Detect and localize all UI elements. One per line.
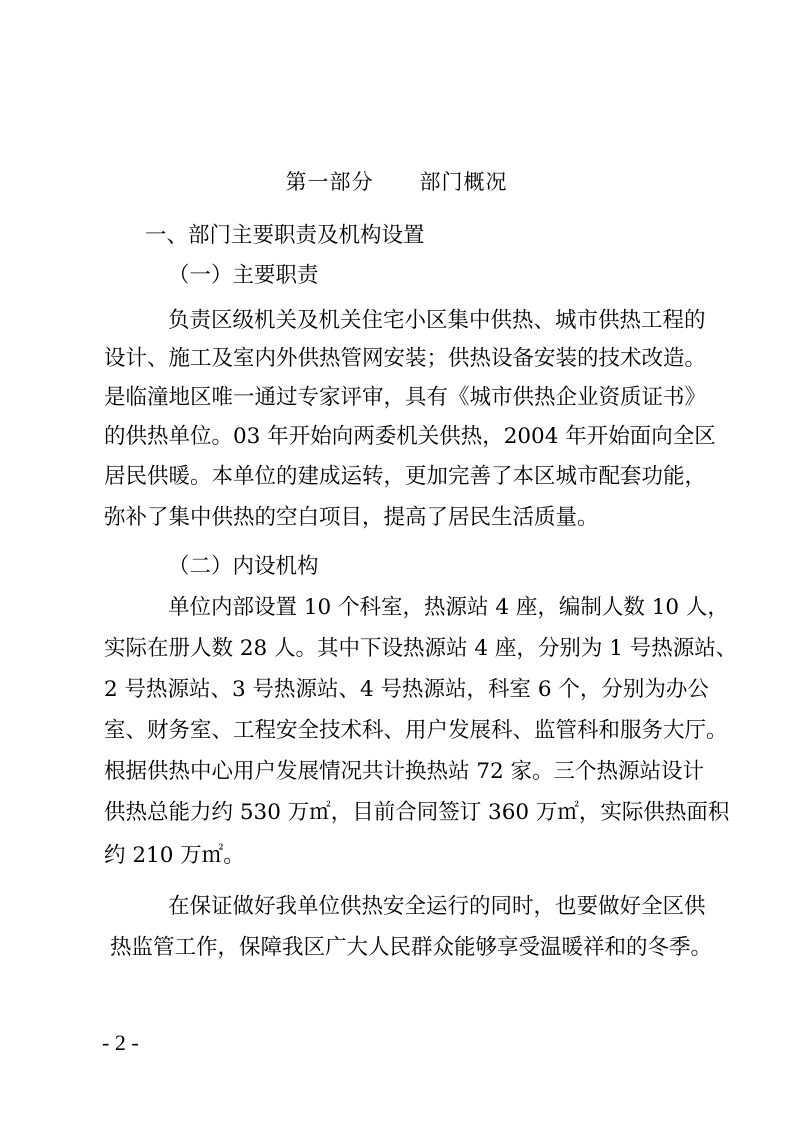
paragraph-line: 设计、施工及室内外供热管网安装；供热设备安装的技术改造。 xyxy=(104,346,707,371)
paragraph-line: 是临潼地区唯一通过专家评审，具有《城市供热企业资质证书》 xyxy=(104,385,707,410)
paragraph-line: 供热总能力约 530 万㎡，目前合同签订 360 万㎡，实际供热面积 xyxy=(104,800,730,825)
page-title: 第一部分 部门概况 xyxy=(285,170,508,194)
page-number: - 2 - xyxy=(102,1030,139,1055)
paragraph-line: 在保证做好我单位供热安全运行的同时，也要做好全区供 xyxy=(168,894,706,919)
paragraph-line: 负责区级机关及机关住宅小区集中供热、城市供热工程的 xyxy=(168,308,706,333)
subsection-heading-structure: （二）内设机构 xyxy=(168,554,319,579)
paragraph-line: 的供热单位。03 年开始向两委机关供热，2004 年开始面向全区 xyxy=(104,424,716,449)
paragraph-line: 室、财务室、工程安全技术科、用户发展科、监管科和服务大厅。 xyxy=(104,718,728,743)
paragraph-line: 根据供热中心用户发展情况共计换热站 72 家。三个热源站设计 xyxy=(104,759,705,784)
paragraph-line: 热监管工作，保障我区广大人民群众能够享受温暖祥和的冬季。 xyxy=(110,935,713,960)
paragraph-line: 2 号热源站、3 号热源站、4 号热源站，科室 6 个，分别为办公 xyxy=(104,677,709,702)
paragraph-line: 居民供暖。本单位的建成运转，更加完善了本区城市配套功能， xyxy=(104,464,707,489)
paragraph-line: 单位内部设置 10 个科室，热源站 4 座，编制人数 10 人， xyxy=(168,595,729,620)
section-heading: 一、部门主要职责及机构设置 xyxy=(145,223,425,248)
subsection-heading-duties: （一）主要职责 xyxy=(168,263,319,288)
paragraph-line: 弥补了集中供热的空白项目，提高了居民生活质量。 xyxy=(104,505,599,530)
paragraph-line: 约 210 万㎡。 xyxy=(104,843,245,868)
paragraph-line: 实际在册人数 28 人。其中下设热源站 4 座，分别为 1 号热源站、 xyxy=(104,636,738,661)
